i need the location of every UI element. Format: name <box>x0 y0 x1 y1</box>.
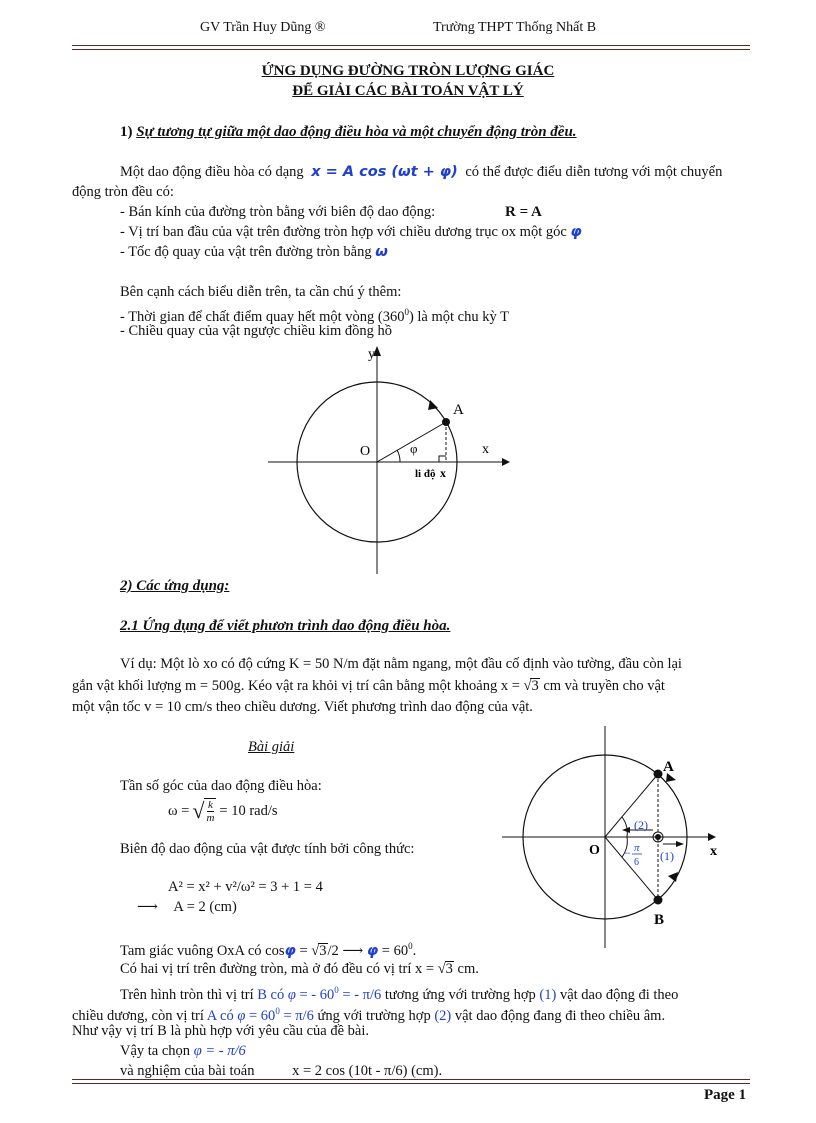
triangle-div: /2 <box>327 942 339 959</box>
radius-OB-2 <box>605 837 658 900</box>
bullet2-text: - Vị trí ban đầu của vật trên đường tròn hợp với chiều dương trục ox một góc <box>120 224 567 240</box>
intro-line2: động tròn đều có: <box>72 184 174 200</box>
page-title-line2: ĐỂ GIẢI CÁC BÀI TOÁN VẬT LÝ <box>292 83 524 99</box>
bullet-angular-speed <box>120 243 388 261</box>
circle-line2-case: (2) <box>434 1007 452 1024</box>
section1-number: 1) <box>120 124 133 140</box>
point-B-2 <box>654 896 663 905</box>
two-positions-line: Có hai vị trí trên đường tròn, mà ở đó đều có vị trí x = √3 cm. <box>120 961 479 977</box>
label-x-point: x <box>440 466 446 480</box>
choose-value: φ = - π/6 <box>193 1043 246 1059</box>
omega-symbol: ω <box>375 244 388 260</box>
intro-text: Một dao động điều hòa có dạng <box>120 164 304 180</box>
two-positions-post: cm. <box>457 961 479 977</box>
note-direction: - Chiều quay của vật ngược chiều kim đồng hồ <box>120 323 393 339</box>
circle-line1-val: = - 60 <box>299 986 335 1003</box>
radius-OA-2 <box>605 774 658 837</box>
amplitude-text: Biên độ dao động của vật được tính bởi công thức: <box>120 841 415 857</box>
note-intro: Bên cạnh cách biểu diễn trên, ta cần chú ý thêm: <box>120 284 402 300</box>
circle-line1-text: Trên hình tròn thì vị trí <box>120 986 254 1003</box>
label-six: 6 <box>634 857 639 868</box>
example-line2-post: cm và truyền cho vật <box>543 678 665 694</box>
label-B-2: B <box>654 912 665 928</box>
angle-arc <box>397 450 400 462</box>
label-O-2: O <box>589 843 600 858</box>
solution-freq-text: Tần số góc của dao động điều hòa: <box>120 778 322 794</box>
circle-line2-post: vật dao động đang đi theo chiều âm. <box>454 1007 666 1024</box>
conclusion-line: Như vậy vị trí B là phù hợp với yêu cầu của đề bài. <box>72 1023 370 1039</box>
circle-line1-post: vật dao động đi theo <box>559 986 679 1003</box>
example-line3: một vận tốc v = 10 cm/s theo chiều dương. Viết phương trình dao động của vật. <box>72 699 533 715</box>
section2-heading: 2) Các ứng dụng: <box>120 578 230 594</box>
omega-lhs: ω = <box>168 802 190 819</box>
angle-arc-upper <box>622 817 627 837</box>
bullet-initial-position <box>120 223 582 241</box>
label-li-do: li độ <box>415 468 436 480</box>
label-x-2: x <box>710 844 717 859</box>
header-rule <box>72 45 750 46</box>
intro-text-post: có thể được điểu diễn tương với một chuyển <box>465 164 723 180</box>
omega-equation: ω = √ $\frac{k}{m}$ = 10 rad/s <box>168 798 278 824</box>
circle-line1 <box>120 981 678 1004</box>
intro-formula: x = A cos (ωt + φ) <box>311 164 458 180</box>
note-period-text: - Thời gian để chất điểm quay hết một vòng (360 <box>120 308 405 325</box>
label-y: y <box>368 347 375 362</box>
two-positions-text: Có hai vị trí trên đường tròn, mà ở đó đều có vị trí x = <box>120 961 435 977</box>
header-school: Trường THPT Thống Nhất B <box>433 20 597 35</box>
omega-num: k <box>207 799 213 811</box>
triangle-arrow: ⟶ <box>342 942 364 959</box>
circle-line2-text: chiều dương, còn vị trí <box>72 1007 204 1024</box>
point-A-2 <box>654 770 663 779</box>
label-x: x <box>482 442 489 457</box>
circle-line1-phi: φ <box>287 986 296 1003</box>
point-x-2 <box>655 834 661 840</box>
bullet-radius-eq: R = A <box>505 204 542 220</box>
label-pi: π <box>634 842 640 854</box>
triangle-line: Tam giác vuông OxA có cosφ = √3/2 ⟶ $\varphi = 60^0$. <box>120 941 417 959</box>
arrow: ⟶ <box>137 899 158 915</box>
circle-line1-b: B có <box>257 986 285 1003</box>
triangle-end: . <box>412 942 417 959</box>
position-circle-diagram <box>500 722 740 952</box>
circle-line2-mid: ứng với trường hợp <box>317 1007 431 1024</box>
bullet3-text: - Tốc độ quay của vật trên đường tròn bằng <box>120 244 372 260</box>
velocity-arrow-2-head <box>622 827 630 833</box>
label-A-2: A <box>663 759 674 775</box>
circle-line1-sup: 0 <box>334 985 339 995</box>
triangle-phi: φ <box>284 942 296 959</box>
label-A: A <box>453 402 464 418</box>
x-axis-arrow <box>502 458 510 466</box>
section1-heading <box>120 124 577 141</box>
circle-line2-val: = 60 <box>249 1007 276 1024</box>
triangle-sup: 0 <box>408 941 413 951</box>
circle-line2-a: A có <box>206 1007 234 1024</box>
label-case1: (1) <box>660 849 674 863</box>
answer-line <box>120 1062 442 1080</box>
footer-rule <box>72 1079 750 1080</box>
answer-text: và nghiệm của bài toán <box>120 1063 255 1079</box>
label-case2: (2) <box>634 818 648 832</box>
page-title-line1: ỨNG DỤNG ĐƯỜNG TRÒN LƯỢNG GIÁC <box>261 63 555 79</box>
amplitude-result: A = 2 (cm) <box>173 899 237 915</box>
x-axis-2-arrow <box>708 833 716 841</box>
note-period-post: ) là một chu kỳ T <box>408 308 509 325</box>
degree-sup: 0 <box>404 307 409 317</box>
solution-label: Bài giải <box>248 739 295 755</box>
footer-rule-thin <box>72 1083 750 1084</box>
intro-line1 <box>120 163 722 181</box>
velocity-arrow-1-head <box>676 841 684 847</box>
circle-line2-sup: 0 <box>275 1006 280 1016</box>
header-rule-thin <box>72 49 750 50</box>
triangle-result: = 60 <box>381 942 409 959</box>
label-phi: φ <box>410 441 418 456</box>
bullet-radius: - Bán kính của đường tròn bằng với biên độ dao động: <box>120 204 436 220</box>
header-author: GV Trần Huy Dũng ® <box>200 20 326 35</box>
triangle-text: Tam giác vuông OxA có cos <box>120 942 285 959</box>
example-line1: Ví dụ: Một lò xo có độ cứng K = 50 N/m đặt nằm ngang, một đầu cố định vào tường, đầu còn lại <box>120 656 682 672</box>
point-A <box>442 418 450 426</box>
unit-circle-diagram <box>260 340 520 580</box>
label-O: O <box>360 444 371 459</box>
label-minus: − <box>624 846 631 860</box>
omega-rhs: = 10 rad/s <box>219 802 278 819</box>
circle-line1-case: (1) <box>539 986 557 1003</box>
right-angle-mark <box>439 456 446 462</box>
triangle-sqrt: 3 <box>319 942 327 959</box>
two-positions-sqrt: 3 <box>445 961 453 977</box>
circle-line2-val2: = π/6 <box>283 1007 314 1024</box>
page-number: Page 1 <box>704 1087 747 1103</box>
answer-equation: x = 2 cos (10t - π/6) (cm). <box>292 1063 443 1079</box>
example-line2-text: gắn vật khối lượng m = 500g. Kéo vật ra khỏi vị trí cân bằng một khoảng x = <box>72 678 520 694</box>
choose-line <box>120 1042 246 1060</box>
triangle-phi2: φ <box>366 942 379 959</box>
circle-line2-phi: φ <box>237 1007 246 1024</box>
section2-1-heading: 2.1 Ứng dụng để viết phươn trình dao động điều hòa. <box>120 618 451 634</box>
rotation-arrow-lower <box>668 872 678 882</box>
amplitude-eq2 <box>137 898 237 916</box>
circle-line1-mid: tương ứng với trường hợp <box>384 986 536 1003</box>
triangle-eq: = <box>299 942 308 959</box>
omega-den: m <box>206 812 215 824</box>
circle-line1-val2: = - π/6 <box>342 986 382 1003</box>
sqrt-value: 3 <box>531 678 539 694</box>
example-line2: gắn vật khối lượng m = 500g. Kéo vật ra khỏi vị trí cân bằng một khoảng x = √3 cm và truyền cho vật <box>72 678 665 694</box>
amplitude-eq1: A² = x² + v²/ω² = 3 + 1 = 4 <box>168 879 323 895</box>
phi-symbol: φ <box>570 224 582 240</box>
section1-title: Sự tương tự giữa một dao động điều hòa và một chuyển động tròn đều. <box>136 124 577 140</box>
choose-text: Vậy ta chọn <box>120 1043 191 1059</box>
